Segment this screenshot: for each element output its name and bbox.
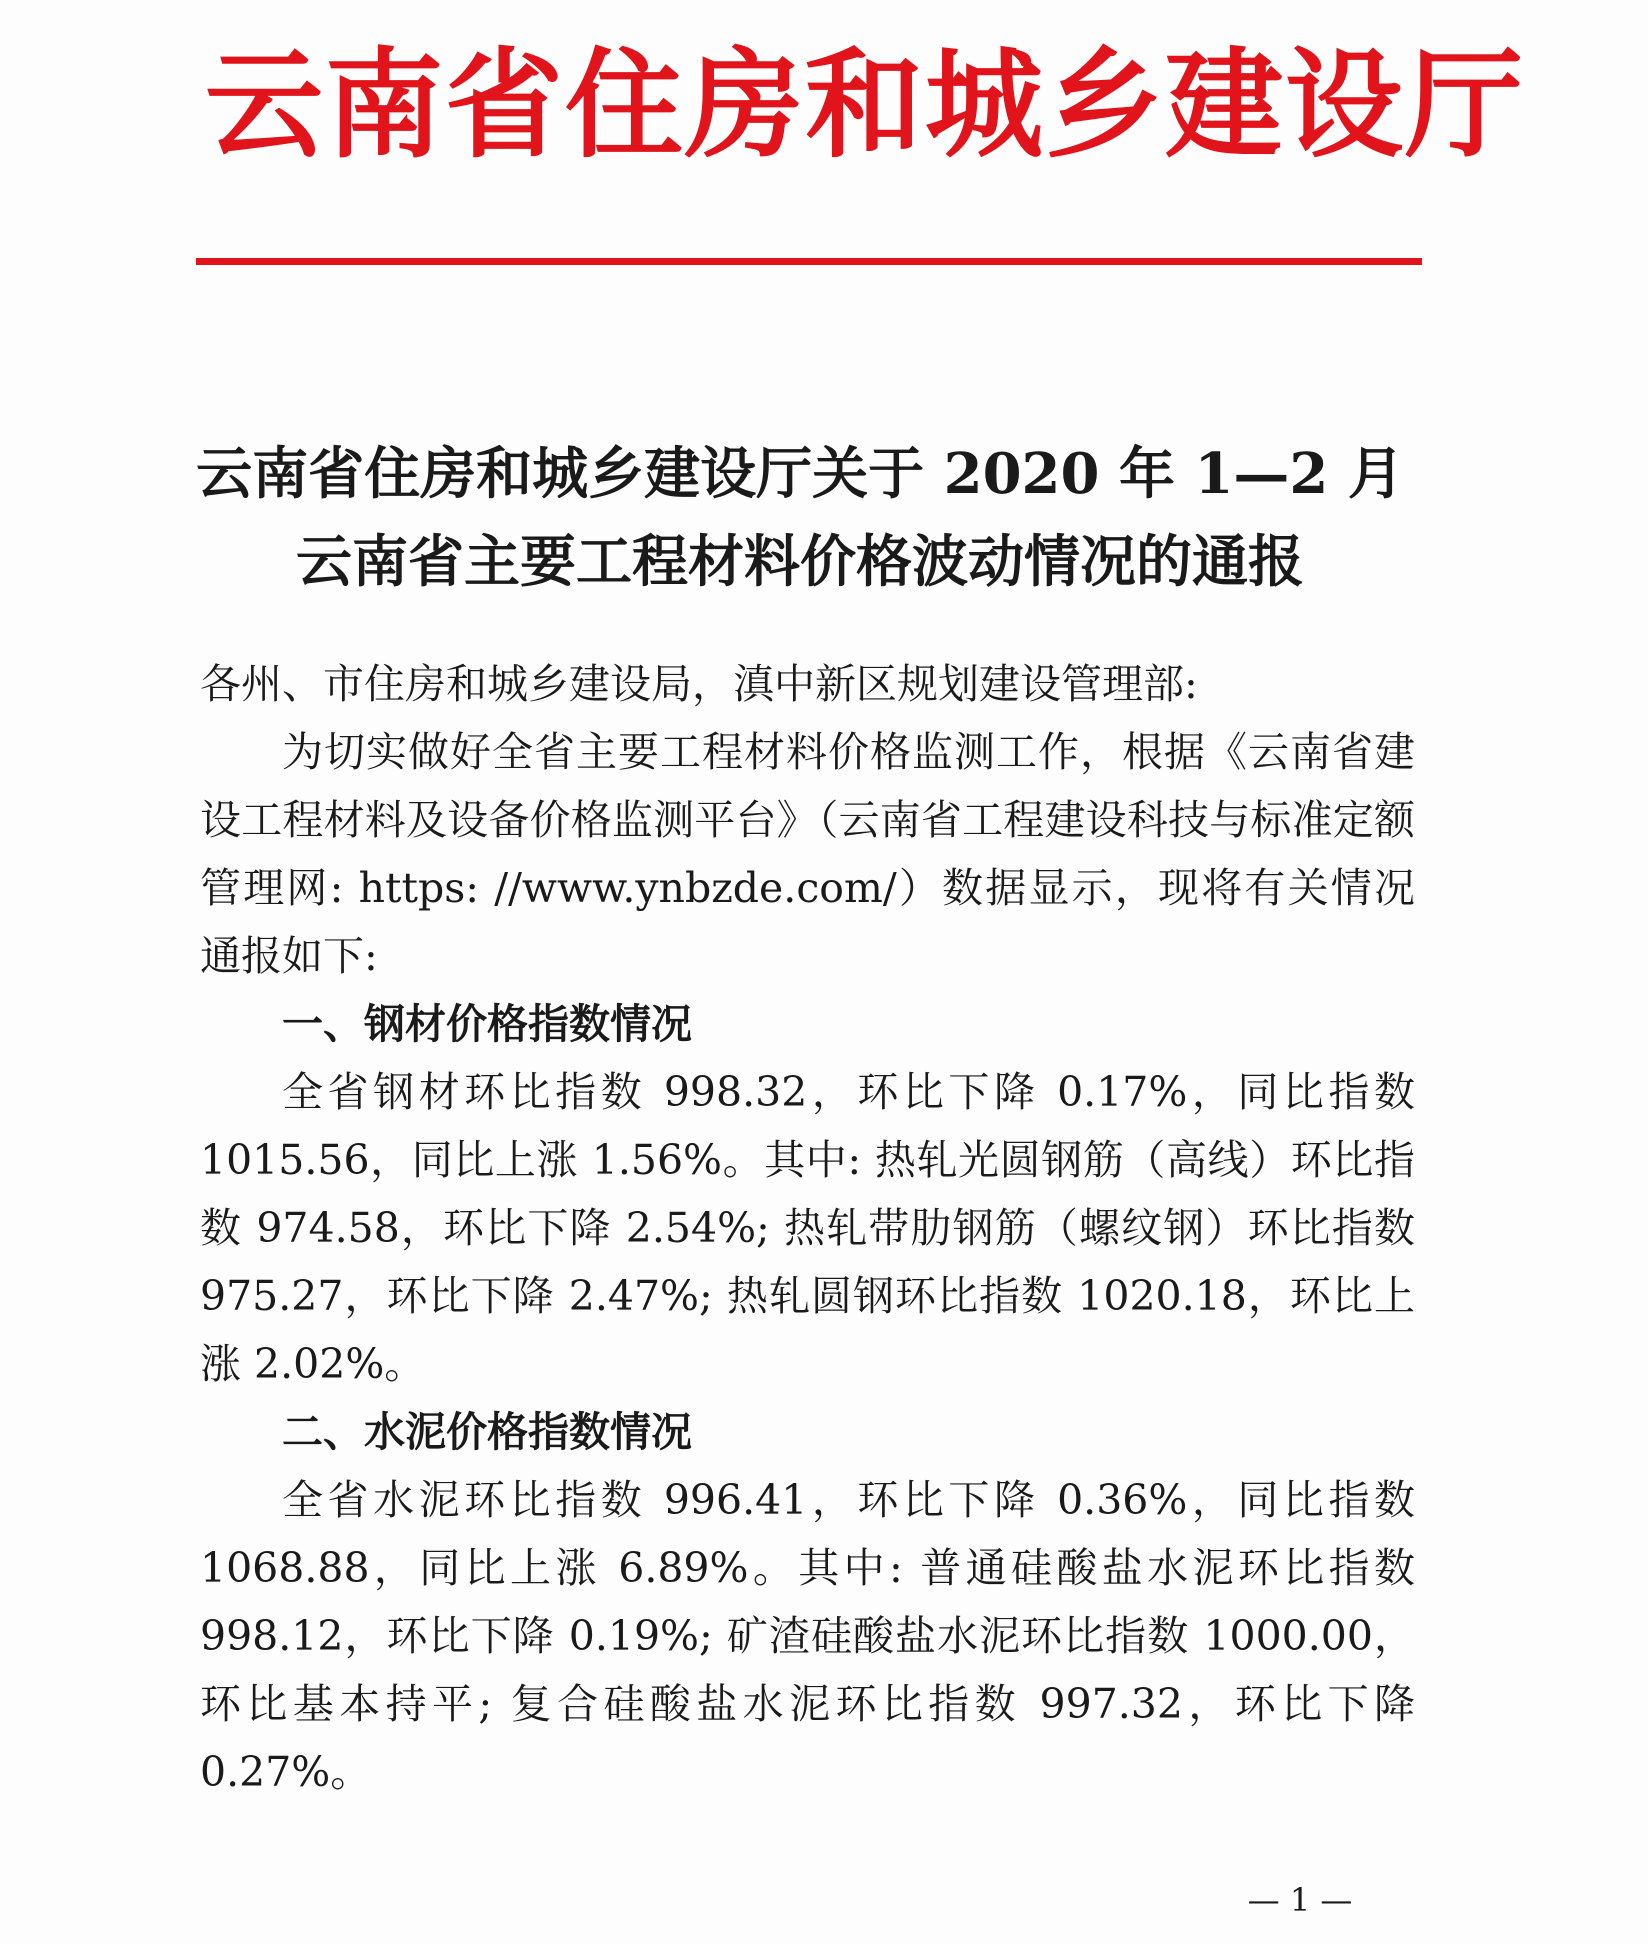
document-title-line-1: 云南省住房和城乡建设厅关于 2020 年 1—2 月 bbox=[196, 441, 1404, 507]
addressee-line: 各州、市住房和城乡建设局，滇中新区规划建设管理部: bbox=[200, 660, 1198, 708]
page-number: — 1 — bbox=[1247, 1881, 1353, 1919]
document-title bbox=[160, 430, 1440, 606]
section-1-heading: 一、钢材价格指数情况 bbox=[282, 1000, 692, 1048]
intro-paragraph: 为切实做好全省主要工程材料价格监测工作，根据《云南省建设工程材料及设备价格监测平台》（云南省工程建设科技与标准定额管理网: https: //www.ynbzde.com/）数据显示，现将有关情况通报如下: bbox=[200, 728, 1415, 980]
masthead-red-rule bbox=[196, 258, 1422, 265]
document-body bbox=[200, 650, 1415, 1806]
section-2-paragraph: 全省水泥环比指数 996.41，环比下降 0.36%，同比指数 1068.88，同比上涨 6.89%。其中: 普通硅酸盐水泥环比指数 998.12，环比下降 0.19%; 矿渣硅酸盐水泥环比指数 1000.00，环比基本持平; 复合硅酸盐水泥环比指数 997.32，环比下降 0.27%。 bbox=[200, 1476, 1415, 1796]
section-2-heading: 二、水泥价格指数情况 bbox=[282, 1408, 692, 1456]
masthead-agency-name: 云南省住房和城乡建设厅 bbox=[205, 35, 1526, 174]
section-1-paragraph: 全省钢材环比指数 998.32，环比下降 0.17%，同比指数 1015.56，同比上涨 1.56%。其中: 热轧光圆钢筋（高线）环比指数 974.58，环比下降 2.54%; 热轧带肋钢筋（螺纹钢）环比指数 975.27，环比下降 2.47%; 热轧圆钢环比指数 1020.18，环比上涨 2.02%。 bbox=[200, 1068, 1415, 1388]
document-title-line-2: 云南省主要工程材料价格波动情况的通报 bbox=[296, 529, 1304, 595]
